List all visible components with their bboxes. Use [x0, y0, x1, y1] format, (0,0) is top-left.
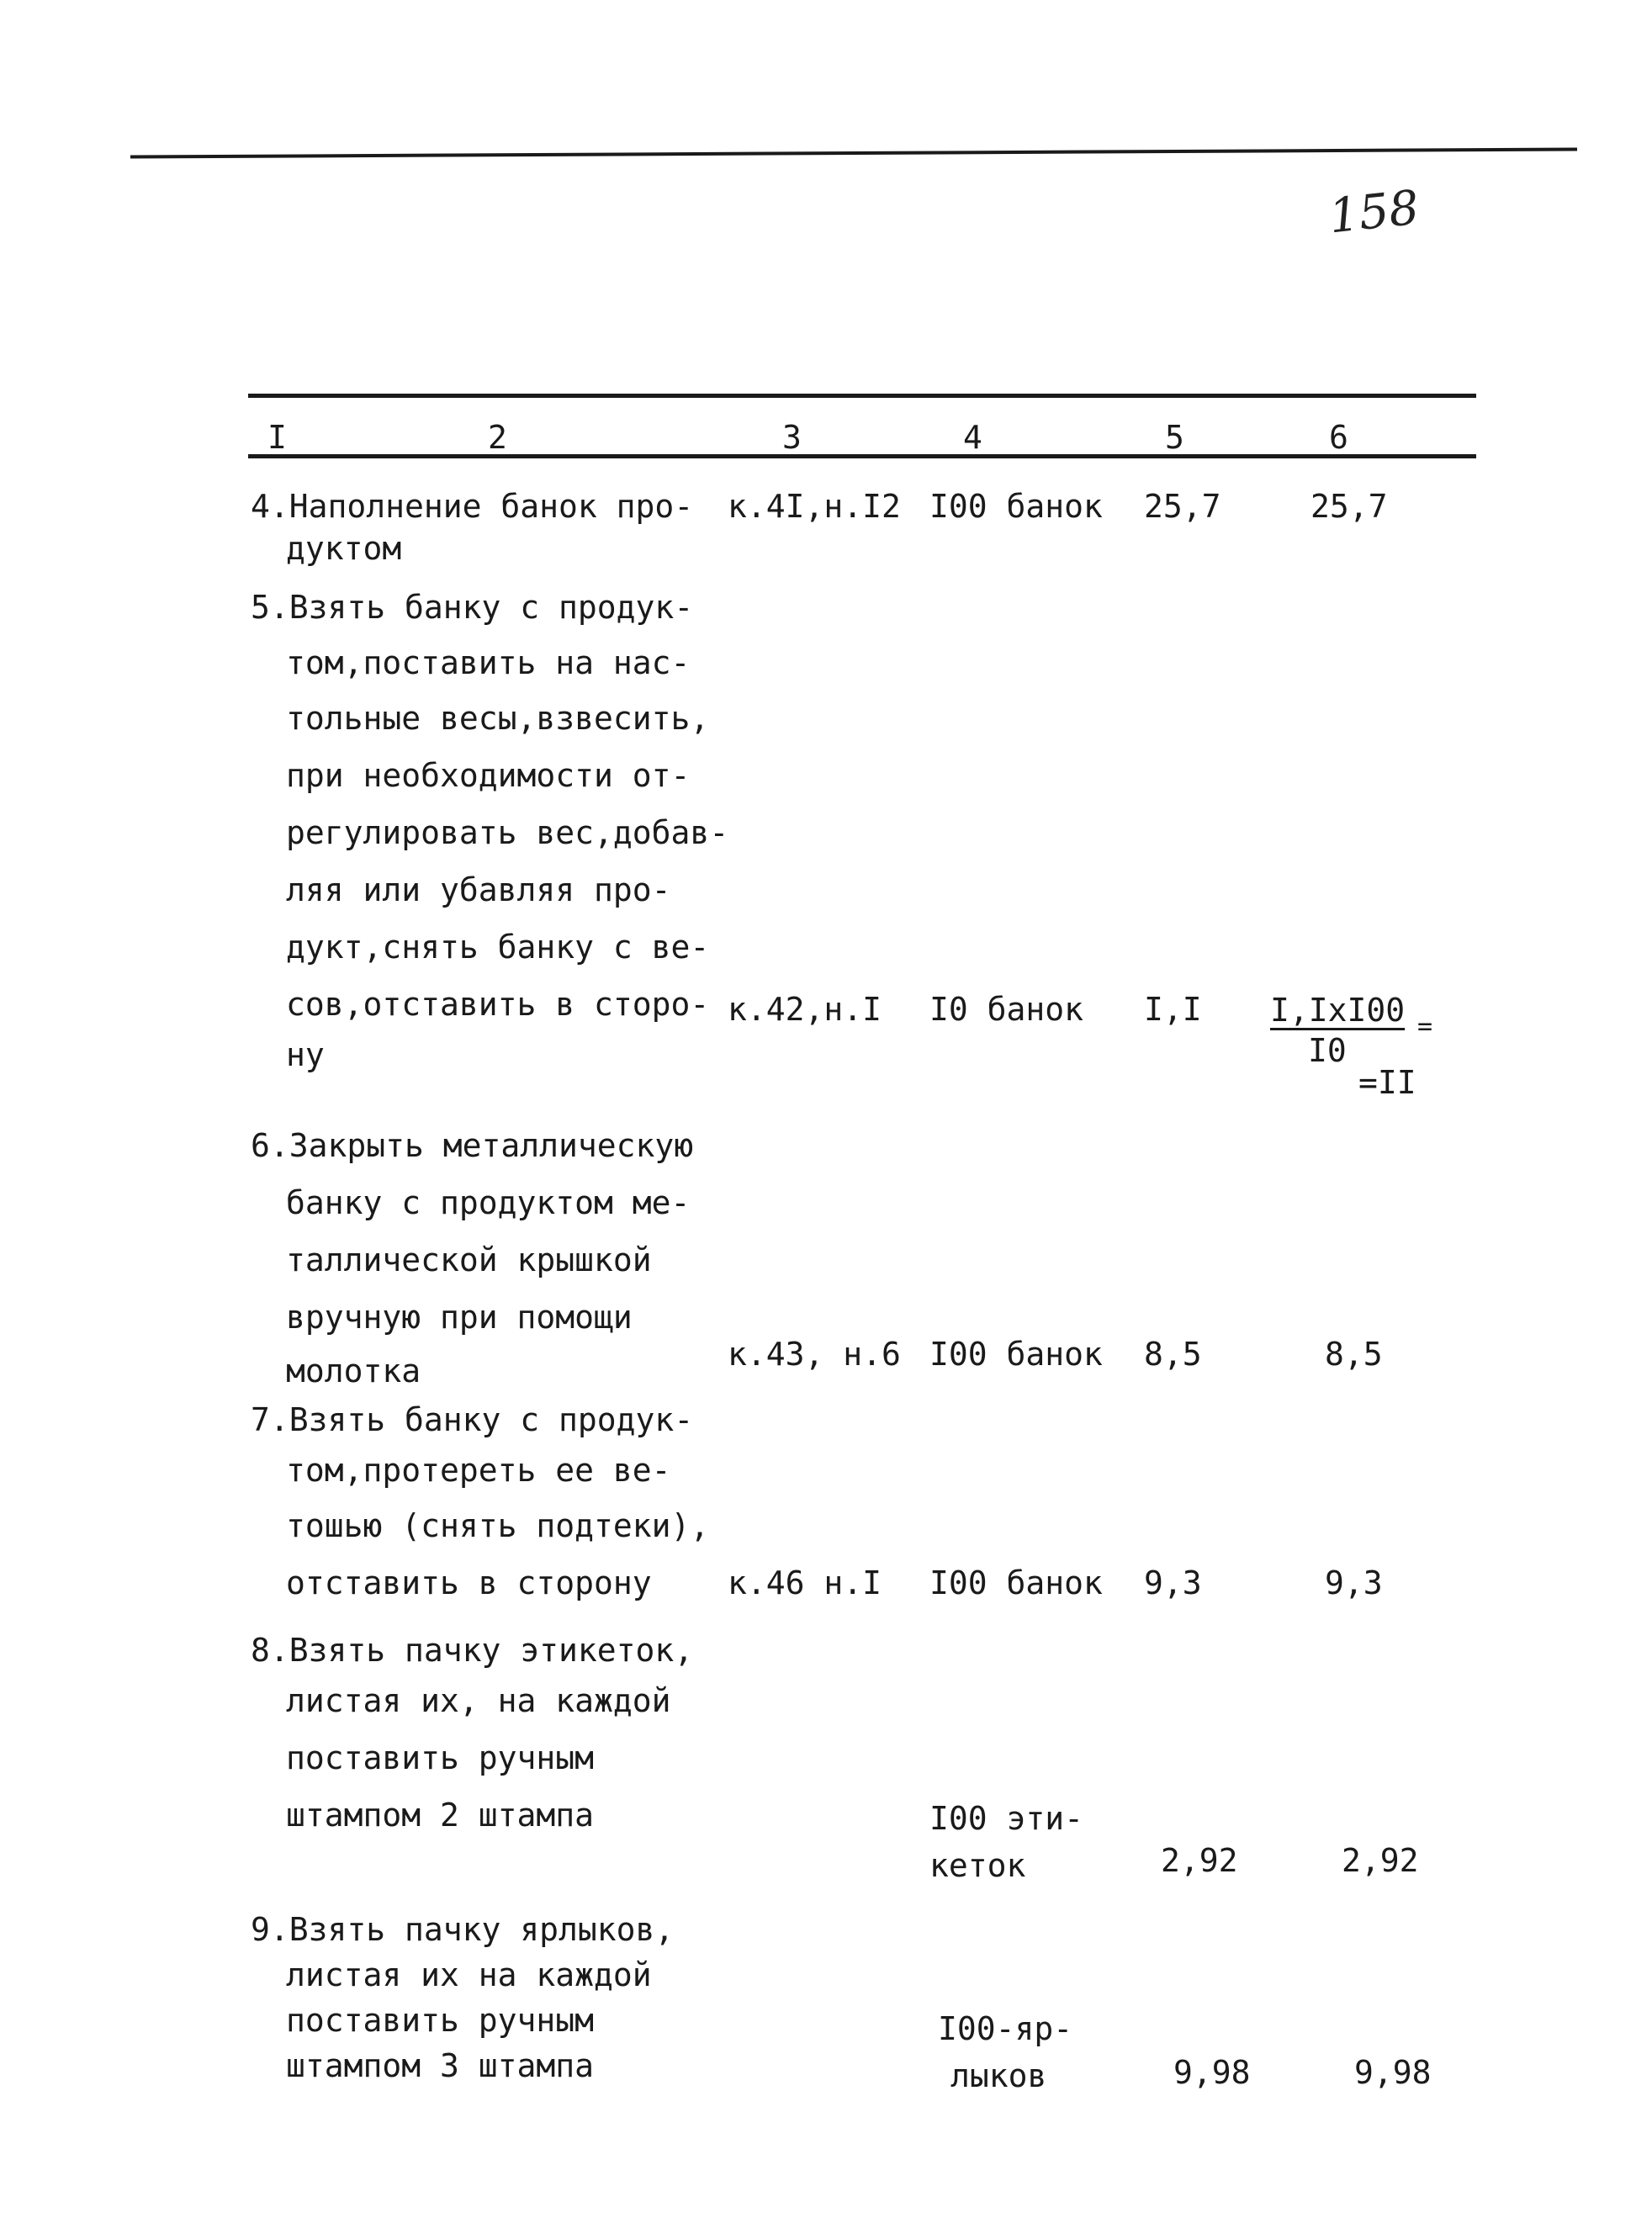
row-7-text-line-4: отставить в сторону — [286, 1564, 652, 1601]
row-8-col5: 2,92 — [1161, 1842, 1238, 1879]
row-8-col4-line-2: кеток — [929, 1847, 1026, 1884]
table-top-rule — [248, 394, 1476, 398]
row-4-col3: к.4I,н.I2 — [728, 488, 901, 525]
row-5-col4: I0 банок — [929, 991, 1084, 1028]
row-4-col6: 25,7 — [1310, 488, 1388, 525]
row-8-text-line-1: 8.Взять пачку этикеток, — [251, 1632, 694, 1669]
row-6-text-line-3: таллической крышкой — [286, 1241, 652, 1278]
header-col-3: 3 — [782, 419, 802, 456]
row-7-col3: к.46 н.I — [728, 1564, 882, 1601]
row-8-col6: 2,92 — [1342, 1842, 1419, 1879]
row-9-text-line-3: поставить ручным — [286, 2002, 595, 2039]
row-9-text-line-4: штампом 3 штампа — [286, 2047, 595, 2084]
header-col-4: 4 — [963, 419, 982, 456]
header-col-2: 2 — [488, 419, 507, 456]
row-9-col5: 9,98 — [1173, 2054, 1251, 2091]
row-4-col4: I00 банок — [929, 488, 1103, 525]
row-9-text-line-1: 9.Взять пачку ярлыков, — [251, 1911, 675, 1948]
row-7-text-line-2: том,протереть ее ве- — [286, 1452, 671, 1489]
row-7-text-line-1: 7.Взять банку с продук- — [251, 1401, 694, 1438]
page-number: 158 — [1326, 180, 1422, 245]
row-9-col4-line-1: I00-яр- — [938, 2010, 1073, 2047]
fraction-denominator: I0 — [1308, 1032, 1347, 1069]
row-5-text-line-3: тольные весы,взвесить, — [286, 700, 710, 737]
row-9-col6: 9,98 — [1354, 2054, 1432, 2091]
row-8-text-line-3: поставить ручным — [286, 1739, 595, 1776]
row-8-col4-line-1: I00 эти- — [929, 1800, 1084, 1837]
row-5-text-line-4: при необходимости от- — [286, 757, 691, 794]
row-5-text-line-2: том,поставить на нас- — [286, 644, 691, 681]
fraction-result: =II — [1358, 1064, 1416, 1101]
row-5-text-line-5: регулировать вес,добав- — [286, 814, 729, 851]
row-6-text-line-5: молотка — [286, 1352, 421, 1389]
row-9-text-line-2: листая их на каждой — [286, 1956, 652, 1993]
row-5-col5: I,I — [1144, 991, 1202, 1028]
row-7-col6: 9,3 — [1325, 1564, 1383, 1601]
row-6-text-line-4: вручную при помощи — [286, 1299, 633, 1336]
row-5-text-line-8: сов,отставить в сторо- — [286, 986, 710, 1023]
row-8-text-line-4: штампом 2 штампа — [286, 1797, 595, 1834]
fraction-numerator: I,IxI00 — [1270, 992, 1406, 1029]
row-4-text-line-1: 4.Наполнение банок про- — [251, 488, 694, 525]
row-6-text-line-2: банку с продуктом ме- — [286, 1184, 691, 1221]
table-header-rule — [248, 454, 1476, 458]
row-5-col6-fraction — [1270, 991, 1438, 1109]
row-6-col5: 8,5 — [1144, 1336, 1202, 1373]
row-7-col5: 9,3 — [1144, 1564, 1202, 1601]
row-5-text-line-7: дукт,снять банку с ве- — [286, 929, 710, 966]
row-5-text-line-6: ляя или убавляя про- — [286, 871, 671, 908]
header-col-6: 6 — [1329, 419, 1348, 456]
top-rule — [130, 147, 1577, 158]
row-6-text-line-1: 6.Закрыть металлическую — [251, 1127, 694, 1164]
row-4-text-line-2: дуктом — [286, 530, 402, 567]
row-7-col4: I00 банок — [929, 1564, 1103, 1601]
row-5-col3: к.42,н.I — [728, 991, 882, 1028]
row-7-text-line-3: тошью (снять подтеки), — [286, 1507, 710, 1544]
row-9-col4-line-2: лыков — [950, 2057, 1047, 2094]
fraction-equals-1: = — [1417, 1012, 1433, 1041]
row-5-text-line-1: 5.Взять банку с продук- — [251, 589, 694, 626]
row-4-col5: 25,7 — [1144, 488, 1221, 525]
row-6-col4: I00 банок — [929, 1336, 1103, 1373]
header-col-5: 5 — [1165, 419, 1184, 456]
row-5-text-line-9: ну — [286, 1036, 325, 1073]
row-8-text-line-2: листая их, на каждой — [286, 1682, 671, 1719]
row-6-col3: к.43, н.6 — [728, 1336, 901, 1373]
row-6-col6: 8,5 — [1325, 1336, 1383, 1373]
header-col-1: I — [267, 419, 287, 456]
